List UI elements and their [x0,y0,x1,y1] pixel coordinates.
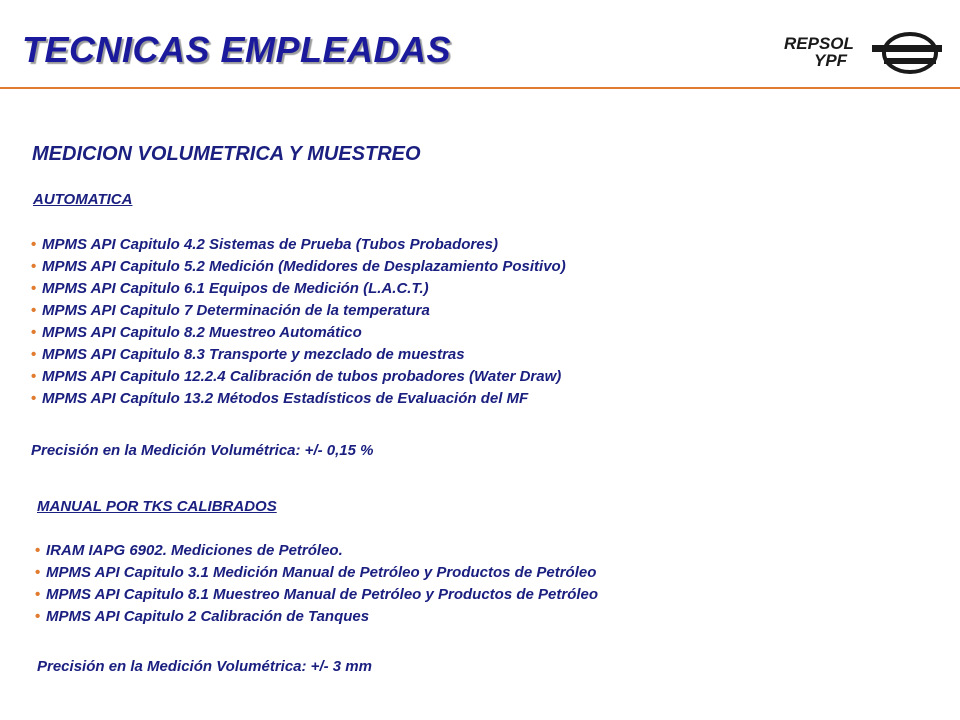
repsol-ypf-emblem-icon [872,34,942,72]
bullet-icon: • [31,346,37,363]
list-item: • MPMS API Capitulo 8.1 Muestreo Manual de Petróleo y Productos de Petróleo [35,584,598,606]
list-item: • MPMS API Capitulo 8.2 Muestreo Automático [31,322,566,344]
logo-text-ypf: YPF [814,51,848,70]
list-item: • MPMS API Capitulo 2 Calibración de Tanques [35,606,598,628]
bullet-icon: • [35,608,41,625]
list-item: • MPMS API Capítulo 13.2 Métodos Estadísticos de Evaluación del MF [31,388,566,410]
manual-precision: Precisión en la Medición Volumétrica: +/- 3 mm [37,658,372,675]
page-title: TECNICAS EMPLEADAS [22,29,452,70]
bullet-icon: • [31,258,37,275]
section-title: MEDICION VOLUMETRICA Y MUESTREO [32,143,421,165]
bullet-icon: • [31,390,37,407]
manual-heading: MANUAL POR TKS CALIBRADOS [37,498,277,515]
bullet-icon: • [31,236,37,253]
list-item: • MPMS API Capitulo 6.1 Equipos de Medición (L.A.C.T.) [31,278,566,300]
bullet-icon: • [35,542,41,559]
list-item: • IRAM IAPG 6902. Mediciones de Petróleo. [35,540,598,562]
list-item: • MPMS API Capitulo 7 Determinación de la temperatura [31,300,566,322]
bullet-icon: • [35,564,41,581]
automatica-precision: Precisión en la Medición Volumétrica: +/- 0,15 % [31,442,374,459]
list-item: • MPMS API Capitulo 3.1 Medición Manual de Petróleo y Productos de Petróleo [35,562,598,584]
logo-text-repsol: REPSOL [784,34,854,53]
bullet-icon: • [31,324,37,341]
manual-list [35,540,598,628]
bullet-icon: • [31,368,37,385]
list-item: • MPMS API Capitulo 12.2.4 Calibración de tubos probadores (Water Draw) [31,366,566,388]
list-item: • MPMS API Capitulo 4.2 Sistemas de Prueba (Tubos Probadores) [31,234,566,256]
automatica-heading: AUTOMATICA [33,191,133,208]
bullet-icon: • [35,586,41,603]
header-divider [0,87,960,89]
list-item: • MPMS API Capitulo 8.3 Transporte y mezclado de muestras [31,344,566,366]
automatica-list [31,234,566,410]
bullet-icon: • [31,280,37,297]
list-item: • MPMS API Capitulo 5.2 Medición (Medidores de Desplazamiento Positivo) [31,256,566,278]
bullet-icon: • [31,302,37,319]
repsol-ypf-logo [780,30,945,78]
